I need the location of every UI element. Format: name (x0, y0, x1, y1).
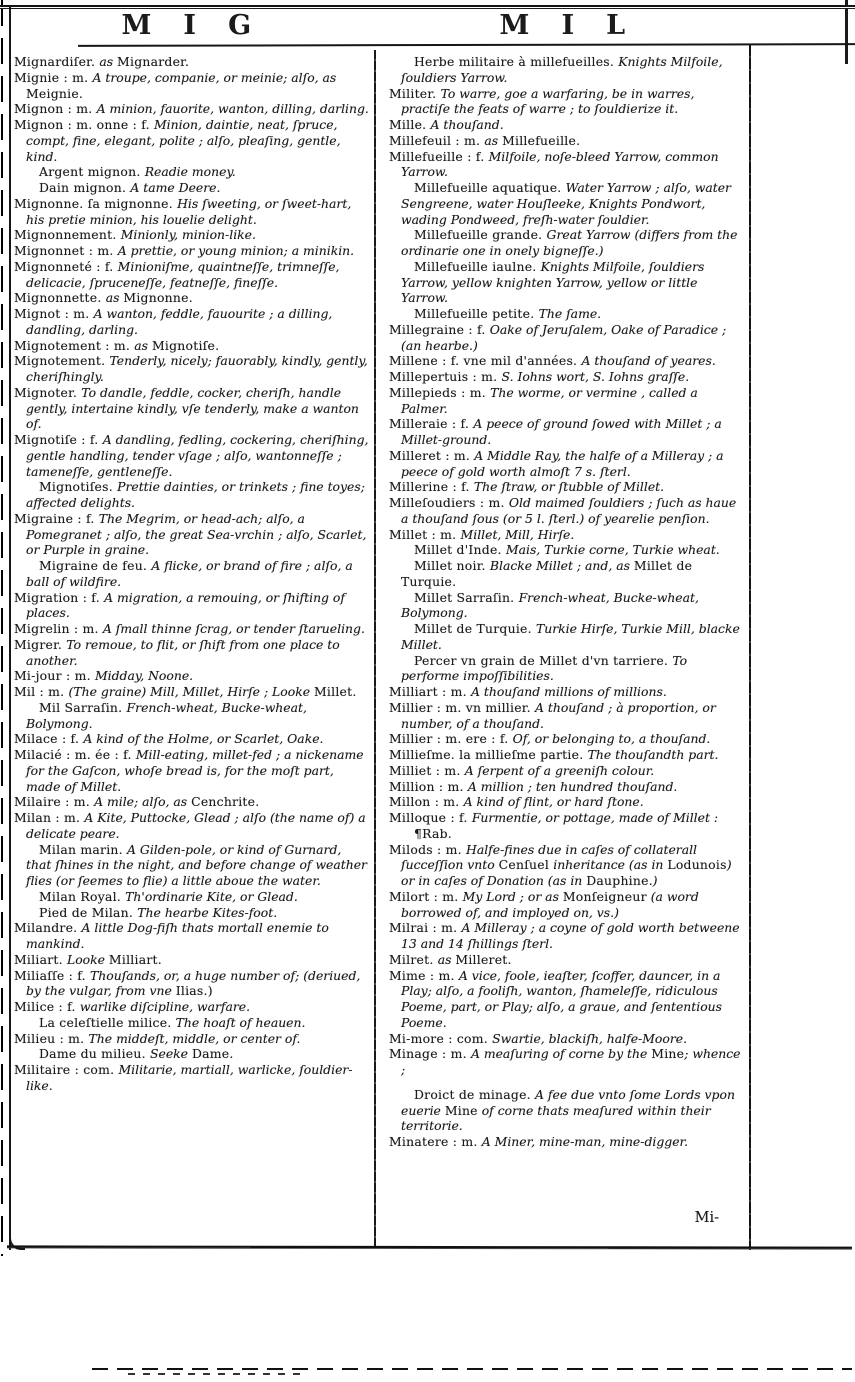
entry-headword-text: Millerine : f. (389, 479, 474, 495)
dictionary-entry (389, 747, 745, 763)
entry-gloss-text: inheritance (as in (553, 857, 668, 873)
entry-headword-text: Minatere : m. (389, 1134, 482, 1149)
entry-gloss-text: A mile; alſo, as (94, 794, 192, 810)
dictionary-entry (389, 527, 745, 543)
dictionary-entry (389, 227, 745, 259)
dictionary-entry (14, 905, 370, 921)
entry-gloss-text: Thouſands, or, a huge number of; (deriued, by the vulgar, from vne (26, 967, 361, 999)
entry-headword-text: Militaire : com. (14, 1062, 119, 1077)
entry-gloss-text: A meaſuring of corne by the (470, 1046, 652, 1062)
entry-gloss-text: A kind of the Holme, or Scarlet, Oake. (83, 731, 324, 747)
dictionary-entry (14, 731, 370, 747)
entry-headword-text: Mignonnement. (14, 227, 121, 243)
entry-gloss-text: The Megrim, or head-ach; alſo, a Pomegranet ; alſo, the great Sea-vrchin ; alſo, Scarlet, or Purple in graine. (26, 510, 367, 558)
dictionary-entry (14, 747, 370, 794)
entry-gloss-text: (The graine) Mill, Millet, Hirſe ; Looke (68, 684, 314, 699)
entry-gloss-text: Great Yarrow (differs from the ordinarie one in onely bigneſſe.) (401, 227, 738, 258)
dictionary-entry (14, 117, 370, 164)
dictionary-entry (14, 1046, 370, 1062)
dictionary-entry (389, 542, 745, 558)
entry-gloss-text: Millet, Mill, Hirſe. (460, 526, 575, 542)
dictionary-entry (389, 968, 745, 1031)
dictionary-entry (14, 479, 370, 511)
dictionary-entry (389, 86, 745, 118)
dictionary-entry (14, 668, 370, 684)
entry-gloss-text: as (105, 290, 124, 306)
column-divider-rule (374, 50, 376, 1248)
dictionary-entry (389, 590, 745, 622)
entry-headword-text: Mignon : m. (14, 101, 97, 117)
entry-headword-text: Migration : f. (14, 589, 105, 605)
entry-headword-text: Ilias.) (175, 983, 213, 999)
dictionary-entry (389, 117, 745, 133)
entry-gloss-text: A wanton, feddle, fauourite ; a dilling, dandling, darling. (26, 306, 333, 337)
entry-headword-text: Millet : m. (389, 526, 461, 542)
running-head-right: M I L (499, 10, 637, 41)
dictionary-column-left (14, 54, 370, 1094)
running-head-left: M I G (121, 10, 263, 41)
entry-headword-text: Mignonne. (123, 290, 193, 306)
entry-gloss-text: Minionly, minion-like. (120, 227, 256, 243)
entry-gloss-text: Old maimed ſouldiers ; ſuch as haue a thouſand ſous (or 5 l. ſterl.) of yearelie penſion. (401, 495, 737, 526)
entry-headword-text: Millene : f. vne mil d'années. (389, 353, 582, 369)
scan-edge-artifact-left (1, 0, 3, 1256)
dictionary-column-right (389, 54, 745, 1150)
entry-gloss-text: Swartie, blackiſh, halfe-Moore. (492, 1030, 688, 1046)
entry-gloss-text: A migration, a remouing, or ſhifting of places. (26, 589, 345, 621)
entry-headword-text: Millet d'Inde. (414, 542, 506, 558)
entry-headword-text: Mille. (389, 117, 431, 132)
entry-headword-text: Milan : m. (14, 810, 85, 825)
entry-gloss-text: The ſtraw, or ſtubble of Millet. (473, 479, 665, 495)
entry-gloss-text: To remoue, to flit, or ſhift from one place to another. (26, 636, 340, 668)
entry-headword-text: Meignie. (26, 85, 84, 101)
entry-headword-text: Miliart. (14, 951, 67, 967)
dictionary-entry (389, 842, 745, 889)
entry-headword-text: Millier : m. ere : f. (389, 731, 513, 747)
entry-gloss-text: A minion, fauorite, wanton, dilling, darling. (96, 101, 369, 117)
dictionary-entry (389, 495, 745, 527)
entry-headword-text: Milods : m. (389, 841, 467, 857)
entry-headword-text: Millon : m. (389, 794, 464, 810)
entry-gloss-text: A million ; ten hundred thouſand. (467, 778, 678, 794)
entry-headword-text: Mil : m. (14, 684, 69, 699)
entry-headword-text: Dame du milieu. (39, 1046, 150, 1062)
entry-headword-text: Milliart : m. (389, 684, 471, 699)
dictionary-entry (14, 558, 370, 590)
entry-gloss-text: Of, or belonging to, a thouſand. (512, 731, 711, 747)
entry-gloss-text: Tenderly, nicely; fauorably, kindly, gently, cheriſhingly. (26, 353, 368, 384)
entry-gloss-text: as (437, 951, 456, 967)
entry-gloss-text: of corne thats meaſured within their territorie. (401, 1102, 711, 1134)
entry-gloss-text: Knights Milfoile, ſouldiers Yarrow. (401, 54, 723, 85)
entry-gloss-text: A vice, foole, ieaſter, ſcoffer, dauncer, in a Play; alſo, a fooliſh, wanton, ſhameleſſe, ridiculous Poeme, part, or Play; alſo, a graue, and ſententious Poeme. (401, 967, 723, 1030)
entry-headword-text: Mignoter. (14, 384, 82, 400)
entry-gloss-text: To dandle, feddle, cocker, cheriſh, handle gently, intertaine kindly, vſe tenderly, make a wanton of. (26, 384, 359, 432)
dictionary-entry (389, 180, 745, 227)
dictionary-entry (14, 590, 370, 622)
entry-headword-text: Mime : m. (389, 967, 459, 983)
dictionary-entry (389, 763, 745, 779)
entry-headword-text: Mil Sarraſin. (39, 699, 127, 715)
entry-gloss-text: Halfe-fines due in caſes of collaterall ſucceſſion vnto (401, 841, 698, 873)
entry-headword-text: Mine (444, 1102, 478, 1118)
entry-gloss-text: My Lord ; or as (462, 888, 563, 904)
dictionary-entry (14, 621, 370, 637)
dictionary-entry (389, 369, 745, 385)
entry-headword-text: Dain mignon. (39, 180, 131, 195)
dictionary-entry (389, 416, 745, 448)
entry-gloss-text: The hoaſt of heauen. (175, 1014, 306, 1030)
entry-headword-text: Mignonnet : m. (14, 243, 118, 258)
entry-gloss-text: A prettie, or young minion; a minikin. (117, 243, 355, 258)
entry-gloss-text: Minioniſme, quaintneſſe, trimneſſe, delicacie, ſpruceneſſe, featneſſe, fineſſe. (26, 258, 340, 290)
dictionary-entry (389, 133, 745, 149)
entry-headword-text: Miliaſſe : f. (14, 967, 91, 983)
entry-headword-text: Migrer. (14, 636, 67, 652)
dictionary-entry (389, 779, 745, 795)
entry-headword-text: Millet. (313, 684, 357, 699)
entry-gloss-text: as (99, 54, 118, 69)
entry-gloss-text: Water Yarrow ; alſo, water Sengreene, water Houſleeke, Knights Pondwort, wading Pondweed, freſh-water ſouldier. (401, 180, 731, 227)
entry-gloss-text: A kind of flint, or hard ſtone. (463, 794, 644, 810)
entry-gloss-text: Midday, Noone. (94, 668, 194, 684)
entry-gloss-text: as (484, 132, 503, 148)
entry-headword-text: Milice : f. (14, 999, 80, 1014)
entry-headword-text: Droict de minage. (414, 1086, 536, 1102)
dictionary-entry (14, 196, 370, 228)
dictionary-entry (14, 432, 370, 479)
entry-headword-text: Millefeuil : m. (389, 132, 485, 148)
entry-headword-text: Milace : f. (14, 731, 84, 747)
entry-gloss-text: Seeke (150, 1046, 192, 1062)
dictionary-entry (389, 1031, 745, 1047)
entry-headword-text: Dame. (191, 1046, 234, 1062)
entry-headword-text: Mignotiſe. (151, 337, 220, 353)
dictionary-entry (14, 889, 370, 905)
entry-gloss-text: Milfoile, noſe-bleed Yarrow, common Yarrow. (401, 148, 719, 180)
page-border-left (9, 6, 11, 1250)
entry-gloss-text: A Miner, mine-man, mine-digger. (481, 1134, 689, 1149)
dictionary-entry (14, 1062, 370, 1094)
entry-gloss-text: A fee due vnto ſome Lords vpon euerie (401, 1086, 735, 1118)
entry-gloss-text: A little Dog-fiſh thats mortall enemie to mankind. (26, 920, 329, 951)
dictionary-entry (14, 306, 370, 338)
entry-headword-text: Millefueille aquatique. (414, 180, 566, 195)
entry-headword-text: Mignotement : m. (14, 337, 135, 353)
dictionary-entry (14, 1031, 370, 1047)
dictionary-entry (389, 558, 745, 590)
dictionary-entry (14, 700, 370, 732)
dictionary-entry (389, 794, 745, 810)
entry-headword-text: Millefueille. (502, 132, 581, 148)
entry-headword-text: ¶Rab. (414, 825, 452, 841)
entry-gloss-text: Turkie Hirſe, Turkie Mill, blacke Millet. (401, 621, 740, 652)
dictionary-entry (389, 952, 745, 968)
dictionary-entry (389, 920, 745, 952)
entry-headword-text: Millepertuis : m. (389, 369, 502, 384)
entry-gloss-text: A Kite, Puttocke, Glead ; alſo (the name of) a delicate peare. (26, 810, 366, 841)
entry-headword-text: Mignotiſes. (39, 479, 118, 495)
entry-headword-text: Herbe militaire à millefueilles. (414, 54, 619, 69)
entry-headword-text: Milloque : f. (389, 810, 472, 825)
entry-gloss-text: The worme, or vermine , called a Palmer. (401, 384, 698, 416)
dictionary-entry (14, 54, 370, 70)
entry-headword-text: Mine (651, 1046, 685, 1062)
dictionary-entry (14, 999, 370, 1015)
dictionary-entry (389, 448, 745, 480)
dictionary-entry (389, 259, 745, 306)
entry-gloss-text: (a word borrowed of, and imployed on, vs.) (401, 888, 699, 920)
entry-headword-text: Milliet : m. (389, 762, 465, 778)
entry-headword-text: Millefueille petite. (414, 306, 539, 321)
entry-gloss-text: Militarie, martiall, warlicke, ſouldier-like. (26, 1062, 353, 1093)
entry-headword-text: Millefueille grande. (414, 227, 547, 243)
entry-headword-text: Milleret : m. (389, 447, 475, 463)
dictionary-entry (389, 1087, 745, 1134)
entry-headword-text: Mignie : m. (14, 69, 93, 85)
entry-headword-text: Millepieds : m. (389, 384, 491, 400)
dictionary-entry (14, 385, 370, 432)
entry-headword-text: Milandre. (14, 920, 82, 936)
page-border-right (749, 45, 751, 1250)
entry-headword-text: Dauphine (586, 873, 649, 888)
entry-gloss-text: A ſmall thinne ſcrag, or tender ſtarueling. (102, 621, 365, 636)
dictionary-entry (14, 290, 370, 306)
dictionary-entry (14, 684, 370, 700)
entry-headword-text: Cenſuel (498, 857, 554, 873)
entry-headword-text: Migrelin : m. (14, 621, 103, 636)
entry-headword-text: Millet de Turquie. (401, 558, 693, 589)
entry-gloss-text: A thouſand of yeares. (581, 353, 716, 369)
entry-gloss-text: A troupe, companie, or meinie; alſo, as (92, 69, 337, 85)
dictionary-entry (14, 164, 370, 180)
entry-gloss-text: Th'ordinarie Kite, or Glead. (125, 888, 298, 904)
dictionary-entry (14, 968, 370, 1000)
entry-gloss-text: Knights Milfoile, ſouldiers Yarrow, yellow knighten Yarrow, yellow or little Yarrow. (401, 258, 705, 306)
dictionary-entry (389, 149, 745, 181)
entry-gloss-text: Oake of Jeruſalem, Oake of Paradice ; (an hearbe.) (401, 321, 727, 353)
entry-gloss-text: ; whence ; (401, 1046, 741, 1077)
entry-gloss-text: A dandling, fedling, cockering, cheriſhing, gentle handling, tender vſage ; alſo, wantonneſſe ; tameneſſe, gentleneſſe. (26, 432, 369, 479)
dictionary-entry (389, 810, 745, 826)
entry-headword-text: La celeſtielle milice. (39, 1014, 176, 1030)
entry-gloss-text: A thouſand millions of millions. (470, 684, 667, 699)
entry-headword-text: Milan marin. (39, 841, 128, 857)
dictionary-entry (389, 54, 745, 86)
entry-gloss-text: Minion, daintie, neat, ſpruce, compt, fine, elegant, polite ; alſo, pleaſing, gentle, kind. (26, 117, 341, 164)
entry-gloss-text: S. Iohns wort, S. Iohns graſſe. (501, 369, 690, 384)
entry-headword-text: Militer. (389, 85, 441, 101)
entry-gloss-text: The thouſandth part. (587, 747, 719, 762)
entry-gloss-text: Prettie dainties, or trinkets ; fine toyes; affected delights. (26, 479, 365, 510)
dictionary-entry (14, 842, 370, 889)
dictionary-entry (14, 227, 370, 243)
entry-gloss-text: Looke (66, 951, 109, 967)
entry-headword-text: Mignarder. (117, 54, 190, 69)
dictionary-entry (389, 1134, 745, 1150)
entry-headword-text: Milacié : m. ée : f. (14, 747, 136, 762)
dictionary-entry (14, 952, 370, 968)
entry-headword-text: Milan Royal. (39, 888, 126, 904)
entry-gloss-text: A peece of ground ſowed with Millet ; a Millet-ground. (401, 416, 722, 447)
entry-headword-text: Millet de Turquie. (414, 621, 536, 636)
dictionary-entry (389, 653, 745, 685)
entry-headword-text: Millefueille iaulne. (414, 258, 541, 274)
entry-headword-text: Mignotement. (14, 353, 110, 369)
dictionary-entry (389, 353, 745, 369)
dictionary-entry (14, 810, 370, 842)
entry-gloss-text: His ſweeting, or ſweet-hart, his pretie minion, his louelie delight. (26, 195, 352, 227)
entry-headword-text: Milleſoudiers : m. (389, 495, 509, 510)
entry-headword-text: Millegraine : f. (389, 321, 490, 337)
entry-headword-text: Migraine : f. (14, 510, 99, 526)
entry-headword-text: Cenchrite. (191, 794, 260, 810)
dictionary-entry (14, 794, 370, 810)
entry-gloss-text: Mill-eating, millet-fed ; a nickename for the Gaſcon, whoſe bread is, for the moſt part, made of Millet. (26, 747, 364, 794)
entry-gloss-text: The middeſt, middle, or center of. (88, 1030, 301, 1046)
entry-gloss-text: French-wheat, Bucke-wheat, Bolymong. (26, 699, 307, 731)
scan-edge-artifact-bottom-2 (128, 1373, 308, 1375)
entry-gloss-text: Furmentie, or pottage, made of Millet : (471, 810, 719, 825)
entry-headword-text: Mignot : m. (14, 306, 94, 321)
entry-gloss-text: warlike diſcipline, warfare. (79, 999, 251, 1014)
dictionary-entry (389, 889, 745, 921)
dictionary-entry (14, 259, 370, 291)
dictionary-entry (389, 322, 745, 354)
dictionary-entry (14, 243, 370, 259)
dictionary-entry (14, 920, 370, 952)
entry-gloss-text: as (134, 337, 152, 353)
page-border-bottom (7, 1245, 852, 1249)
entry-headword-text: Percer vn grain de Millet d'vn tarriere. (414, 652, 673, 668)
scan-edge-artifact-bottom (92, 1368, 852, 1370)
dictionary-entry (14, 70, 370, 102)
dictionary-entry (389, 306, 745, 322)
entry-gloss-text: To performe impoſſibilities. (401, 652, 688, 684)
dictionary-entry (14, 1015, 370, 1031)
entry-gloss-text: A Milleray ; a coyne of gold worth betweene 13 and 14 ſhillings ſterl. (401, 920, 740, 951)
entry-gloss-text: .) (648, 873, 658, 888)
entry-headword-text: Mignotiſe : f. (14, 432, 103, 447)
entry-headword-text: Millet Sarraſin. (414, 589, 519, 605)
entry-headword-text: Mignonneté : f. (14, 258, 118, 274)
entry-headword-text: Mignonnette. (14, 290, 106, 306)
entry-headword-text: Million : m. (389, 778, 468, 794)
entry-gloss-text: Readie money. (144, 164, 236, 180)
entry-gloss-text: Mais, Turkie corne, Turkie wheat. (505, 542, 720, 558)
entry-gloss-text: Blacke Millet ; and, as (489, 558, 634, 573)
entry-headword-text: Milret. (389, 951, 438, 967)
catchword: Mi- (694, 1210, 719, 1226)
entry-gloss-text: A Gilden-pole, or kind of Gurnard, that ſhines in the night, and before change of weather flies (or ſeemes to flie) a little aboue the water. (26, 841, 367, 888)
entry-gloss-text: To warre, goe a warfaring, be in warres, practiſe the feats of warre ; to ſouldierize it. (401, 85, 695, 117)
entry-headword-text: Milieu : m. (14, 1030, 89, 1046)
entry-headword-text: Pied de Milan. (39, 904, 138, 920)
running-head-rule (78, 43, 855, 47)
dictionary-entry (14, 353, 370, 385)
dictionary-entry (389, 731, 745, 747)
entry-gloss-text: The ſame. (538, 306, 602, 321)
entry-gloss-text: A thouſand. (430, 117, 504, 132)
entry-gloss-text: A flicke, or brand of fire ; alſo, a ball of wildfire. (26, 558, 353, 589)
entry-headword-text: Mi-more : com. (389, 1030, 493, 1046)
entry-headword-text: Mignardiſer. (14, 54, 100, 69)
entry-headword-text: Lodunois (667, 857, 727, 873)
entry-headword-text: Migraine de feu. (39, 558, 152, 573)
dictionary-entry (14, 637, 370, 669)
entry-headword-text: Mignon : m. onne : f. (14, 117, 154, 132)
entry-headword-text: Mi-jour : m. (14, 668, 95, 684)
entry-headword-text: Millier : m. vn millier. (389, 699, 535, 715)
dictionary-entry (14, 338, 370, 354)
dictionary-entry (389, 621, 745, 653)
entry-headword-text: Argent mignon. (39, 164, 145, 180)
entry-headword-text: Millet noir. (414, 558, 490, 573)
dictionary-entry (389, 684, 745, 700)
dictionary-entry (389, 826, 745, 842)
entry-headword-text: Milrai : m. (389, 920, 462, 936)
entry-gloss-text: A ſerpent of a greeniſh colour. (464, 762, 655, 778)
entry-headword-text: Monſeigneur (562, 888, 647, 904)
entry-gloss-text: A tame Deere. (130, 180, 221, 195)
dictionary-entry (14, 511, 370, 558)
entry-headword-text: Minage : m. (389, 1046, 471, 1062)
entry-gloss-text: The hearbe Kites-foot. (137, 904, 278, 920)
entry-headword-text: Millieſme. la millieſme partie. (389, 747, 588, 762)
entry-headword-text: Milliart. (108, 951, 162, 967)
dictionary-entry (14, 101, 370, 117)
entry-headword-text: Milleraie : f. (389, 416, 474, 432)
entry-gloss-text: French-wheat, Bucke-wheat, Bolymong. (401, 589, 699, 621)
entry-gloss-text: A thouſand ; à proportion, or number, of a thouſand. (401, 699, 716, 731)
dictionary-entry (389, 700, 745, 732)
entry-headword-text: Milaire : m. (14, 794, 95, 810)
dictionary-entry (389, 1046, 745, 1078)
entry-headword-text: Milleret. (455, 951, 512, 967)
entry-gloss-text: A Middle Ray, the halfe of a Milleray ; a peece of gold worth almoſt 7 s. ſterl. (401, 447, 724, 479)
entry-headword-text: Mignonne. ſa mignonne. (14, 195, 178, 211)
entry-gloss-text: ) or in caſes of Donation (as in (401, 857, 732, 888)
dictionary-entry (14, 180, 370, 196)
dictionary-entry (389, 385, 745, 417)
entry-headword-text: Millefueille : f. (389, 148, 489, 164)
entry-headword-text: Milort : m. (389, 888, 463, 904)
dictionary-entry (389, 479, 745, 495)
